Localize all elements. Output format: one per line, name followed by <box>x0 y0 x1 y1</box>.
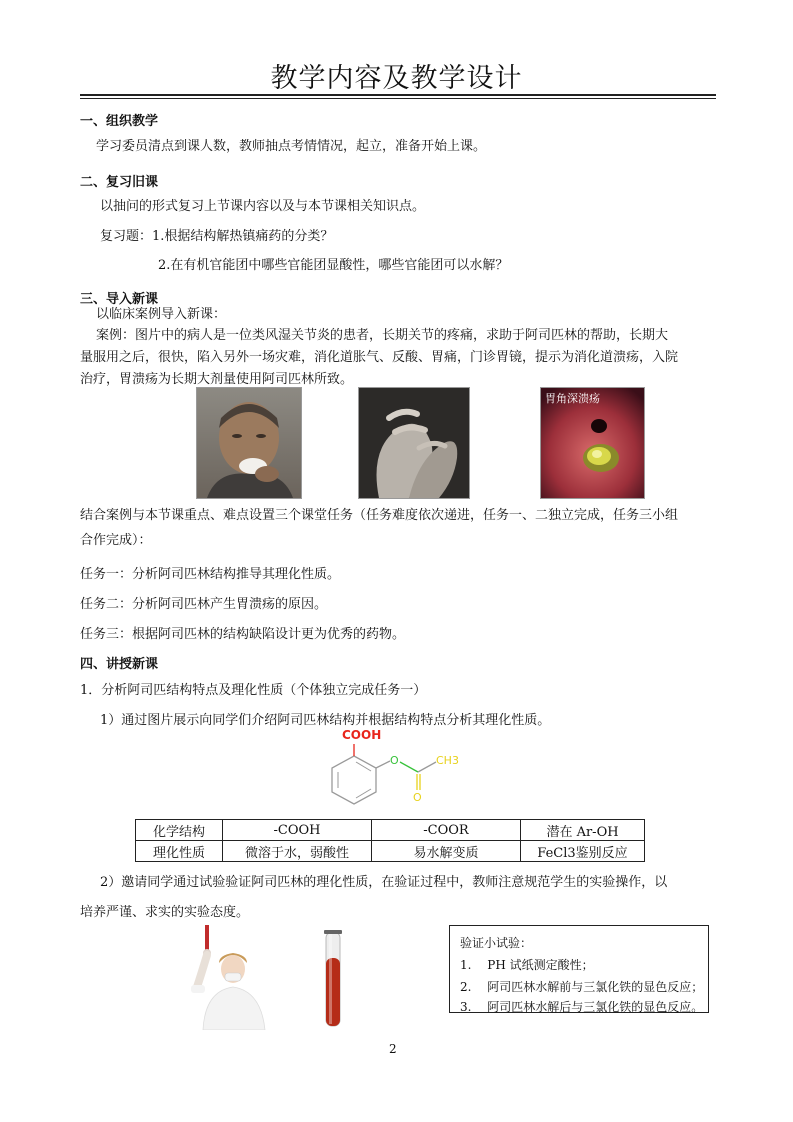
title-rule-thick <box>80 94 716 96</box>
tasks-intro-line-1: 结合案例与本节课重点、难点设置三个课堂任务（任务难度依次递进，任务一、二独立完成，任务三小组 <box>80 508 679 523</box>
subsection-1-2-line-2: 培养严谨、求实的实验态度。 <box>80 905 250 920</box>
task-2: 任务二：分析阿司匹林产生胃溃疡的原因。 <box>80 597 328 612</box>
carbonyl-oxygen-label: O <box>413 791 422 804</box>
section1-text: 学习委员清点到课人数，教师抽点考情情况，起立，准备开始上课。 <box>96 139 487 154</box>
section1-heading: 一、组织教学 <box>80 114 159 129</box>
table-cell: 理化性质 <box>136 841 223 862</box>
case-line-3: 治疗，胃溃疡为长期大剂量使用阿司匹林所致。 <box>80 372 354 387</box>
verification-item-number: 2. <box>460 980 472 994</box>
verification-item-number: 1. <box>460 958 472 972</box>
review-question-2: 2.在有机官能团中哪些官能团显酸性，哪些官能团可以水解？ <box>158 258 509 273</box>
table-cell: FeCl3鉴别反应 <box>521 841 645 862</box>
verification-box-title: 验证小试验： <box>460 936 533 950</box>
ester-oxygen-label: O <box>390 754 399 767</box>
table-cell: -COOH <box>223 820 372 841</box>
case-line-1: 案例：图片中的病人是一位类风湿关节炎的患者，长期关节的疼痛，求助于阿司匹林的帮助，长期大 <box>96 328 669 343</box>
verification-item-text: PH 试纸测定酸性； <box>487 958 594 972</box>
properties-table <box>135 819 645 862</box>
verification-item-3 <box>460 996 703 1018</box>
table-cell: -COOR <box>372 820 521 841</box>
table-cell: 易水解变质 <box>372 841 521 862</box>
ch3-label: CH3 <box>436 754 459 767</box>
section4-heading: 四、讲授新课 <box>80 657 159 672</box>
table-row <box>136 841 645 862</box>
subsection-1: 1．分析阿司匹结构特点及理化性质（个体独立完成任务一） <box>80 683 427 698</box>
section2-intro: 以抽问的形式复习上节课内容以及与本节课相关知识点。 <box>100 199 426 214</box>
tasks-intro-line-2: 合作完成）： <box>80 533 152 548</box>
aspirin-structure <box>318 728 468 812</box>
verification-item-text: 阿司匹林水解前与三氯化铁的显色反应； <box>487 980 704 994</box>
verification-item-number: 3. <box>460 1000 472 1014</box>
title-rule-thin <box>80 98 716 99</box>
verification-item-1 <box>460 954 594 976</box>
verification-box <box>449 925 709 1013</box>
section2-heading: 二、复习旧课 <box>80 175 159 190</box>
lab-technician-image <box>183 925 269 1030</box>
gastric-ulcer-endoscopy-photo <box>540 387 645 499</box>
patient-drinking-photo <box>196 387 302 499</box>
table-row <box>136 820 645 841</box>
case-line-2: 量服用之后，很快，陷入另外一场灾难，消化道胀气、反酸、胃痛，门诊胃镜，提示为消化道溃疡，入院 <box>80 350 679 365</box>
task-3: 任务三：根据阿司匹林的结构缺陷设计更为优秀的药物。 <box>80 627 406 642</box>
table-cell: 微溶于水，弱酸性 <box>223 841 372 862</box>
arthritic-hands-photo <box>358 387 470 499</box>
table-cell: 化学结构 <box>136 820 223 841</box>
page-number: 2 <box>389 1042 397 1056</box>
table-cell: 潜在 Ar-OH <box>521 820 645 841</box>
verification-item-text: 阿司匹林水解后与三氯化铁的显色反应。 <box>487 1000 704 1014</box>
endoscopy-caption: 胃角深溃疡 <box>545 392 600 405</box>
review-question-1: 复习题：1.根据结构解热镇痛药的分类？ <box>100 229 334 244</box>
subsection-1-2-line-1: 2）邀请同学通过试验验证阿司匹林的理化性质，在验证过程中，教师注意规范学生的实验操作，以 <box>100 875 668 890</box>
cooh-label: COOH <box>342 728 382 742</box>
test-tube-image <box>318 930 348 1034</box>
section3-intro: 以临床案例导入新课： <box>96 307 227 322</box>
page-title: 教学内容及教学设计 <box>270 63 523 94</box>
subsection-1-1: 1）通过图片展示向同学们介绍阿司匹林结构并根据结构特点分析其理化性质。 <box>100 713 551 728</box>
verification-item-2 <box>460 976 703 998</box>
task-1: 任务一：分析阿司匹林结构推导其理化性质。 <box>80 567 341 582</box>
section3-heading: 三、导入新课 <box>80 292 159 307</box>
